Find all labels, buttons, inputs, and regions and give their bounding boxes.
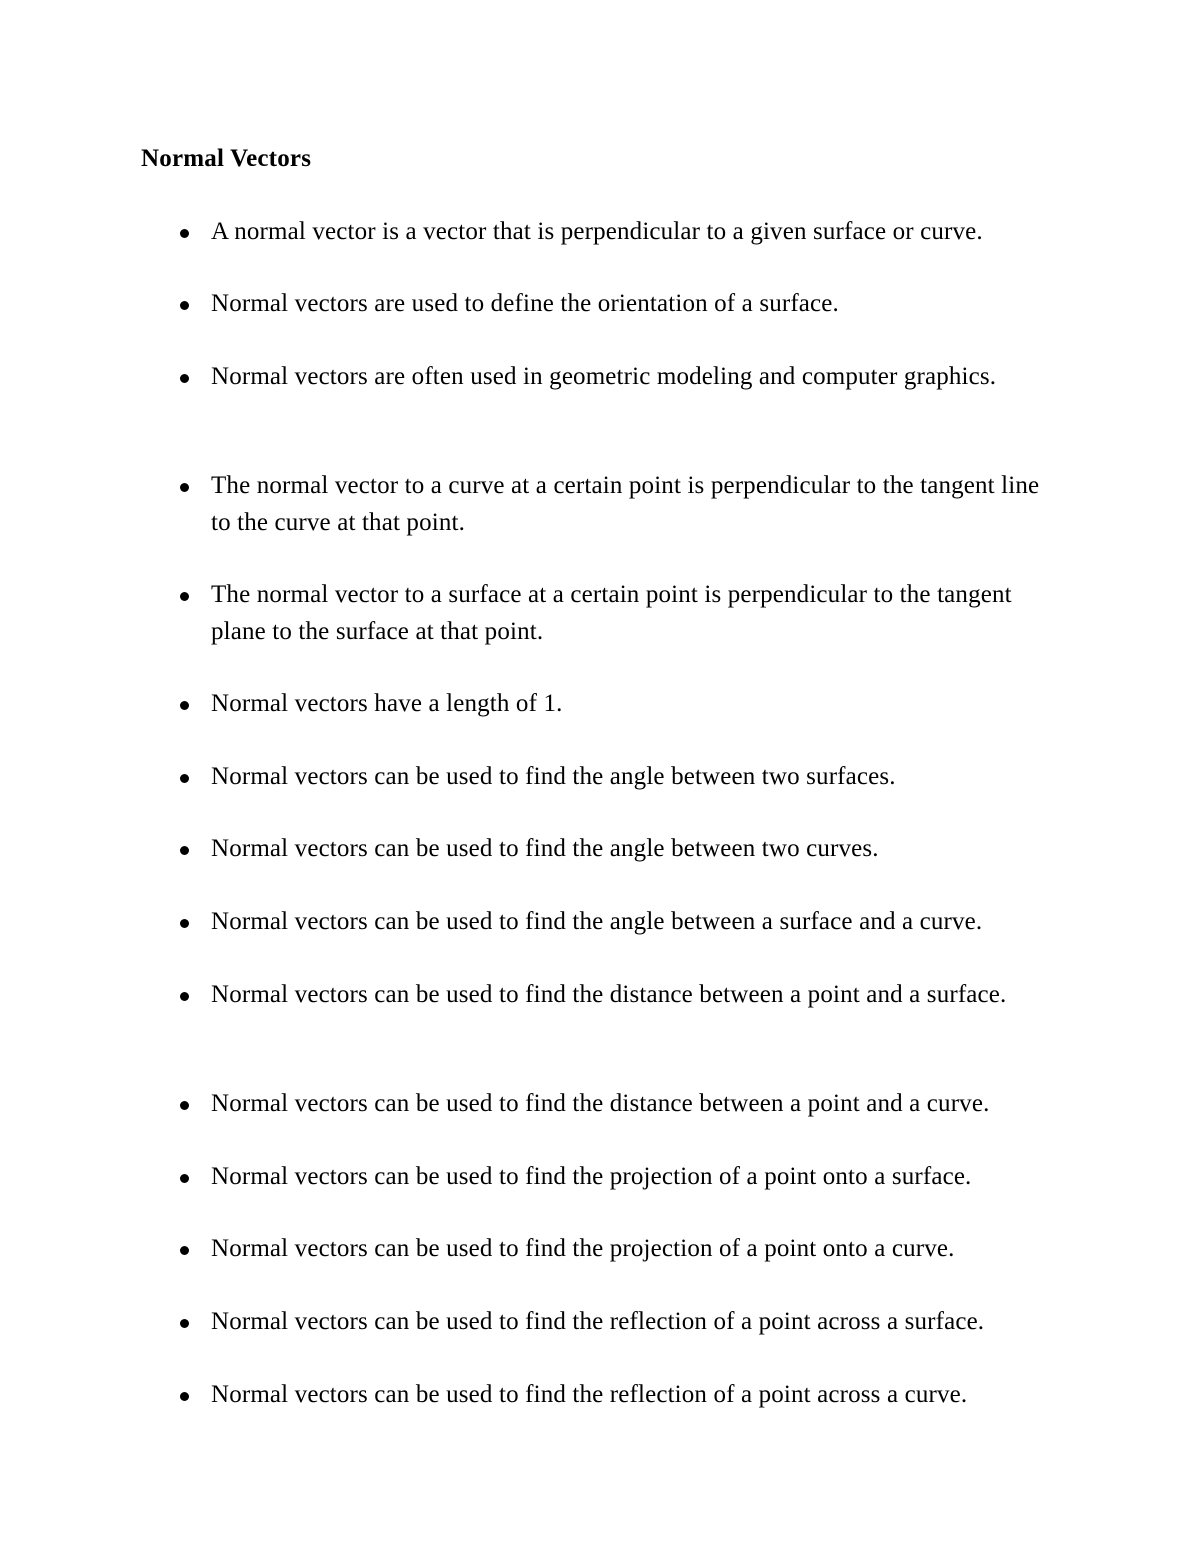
bullet-icon [180, 229, 189, 238]
list-item-text: Normal vectors can be used to find the distance between a point and a surface. [211, 981, 1007, 1008]
list-item-text: Normal vectors can be used to find the reflection of a point across a surface. [211, 1308, 985, 1335]
bullet-icon [180, 992, 189, 1001]
list-item-text: Normal vectors have a length of 1. [211, 690, 563, 717]
bullet-icon [180, 1101, 189, 1110]
list-item-text: Normal vectors are used to define the orientation of a surface. [211, 290, 839, 317]
list-item-text: A normal vector is a vector that is perpendicular to a given surface or curve. [211, 218, 983, 245]
bullet-icon [180, 846, 189, 855]
list-item-text: Normal vectors can be used to find the reflection of a point across a curve. [211, 1381, 968, 1408]
list-item-text: Normal vectors can be used to find the distance between a point and a curve. [211, 1090, 990, 1117]
list-item-text: Normal vectors can be used to find the angle between two curves. [211, 835, 879, 862]
list-item-text: The normal vector to a surface at a certain point is perpendicular to the tangent plane to the surface at that point. [211, 581, 1012, 645]
bullet-icon [180, 1246, 189, 1255]
list-item-text: Normal vectors can be used to find the projection of a point onto a surface. [211, 1163, 972, 1190]
bullet-icon [180, 774, 189, 783]
bullet-icon [180, 1174, 189, 1183]
list-item-text: The normal vector to a curve at a certain point is perpendicular to the tangent line to the curve at that point. [211, 472, 1040, 536]
bullet-icon [180, 374, 189, 383]
bullet-icon [180, 592, 189, 601]
bullet-icon [180, 483, 189, 492]
bullet-icon [180, 1319, 189, 1328]
list-item-text: Normal vectors can be used to find the angle between a surface and a curve. [211, 908, 983, 935]
list-item-text: Normal vectors are often used in geometric modeling and computer graphics. [211, 363, 997, 390]
document-title: Normal Vectors [141, 145, 312, 172]
bullet-icon [180, 301, 189, 310]
bullet-icon [180, 919, 189, 928]
list-item-text: Normal vectors can be used to find the angle between two surfaces. [211, 763, 896, 790]
bullet-icon [180, 701, 189, 710]
list-item-text: Normal vectors can be used to find the projection of a point onto a curve. [211, 1235, 955, 1262]
bullet-icon [180, 1392, 189, 1401]
